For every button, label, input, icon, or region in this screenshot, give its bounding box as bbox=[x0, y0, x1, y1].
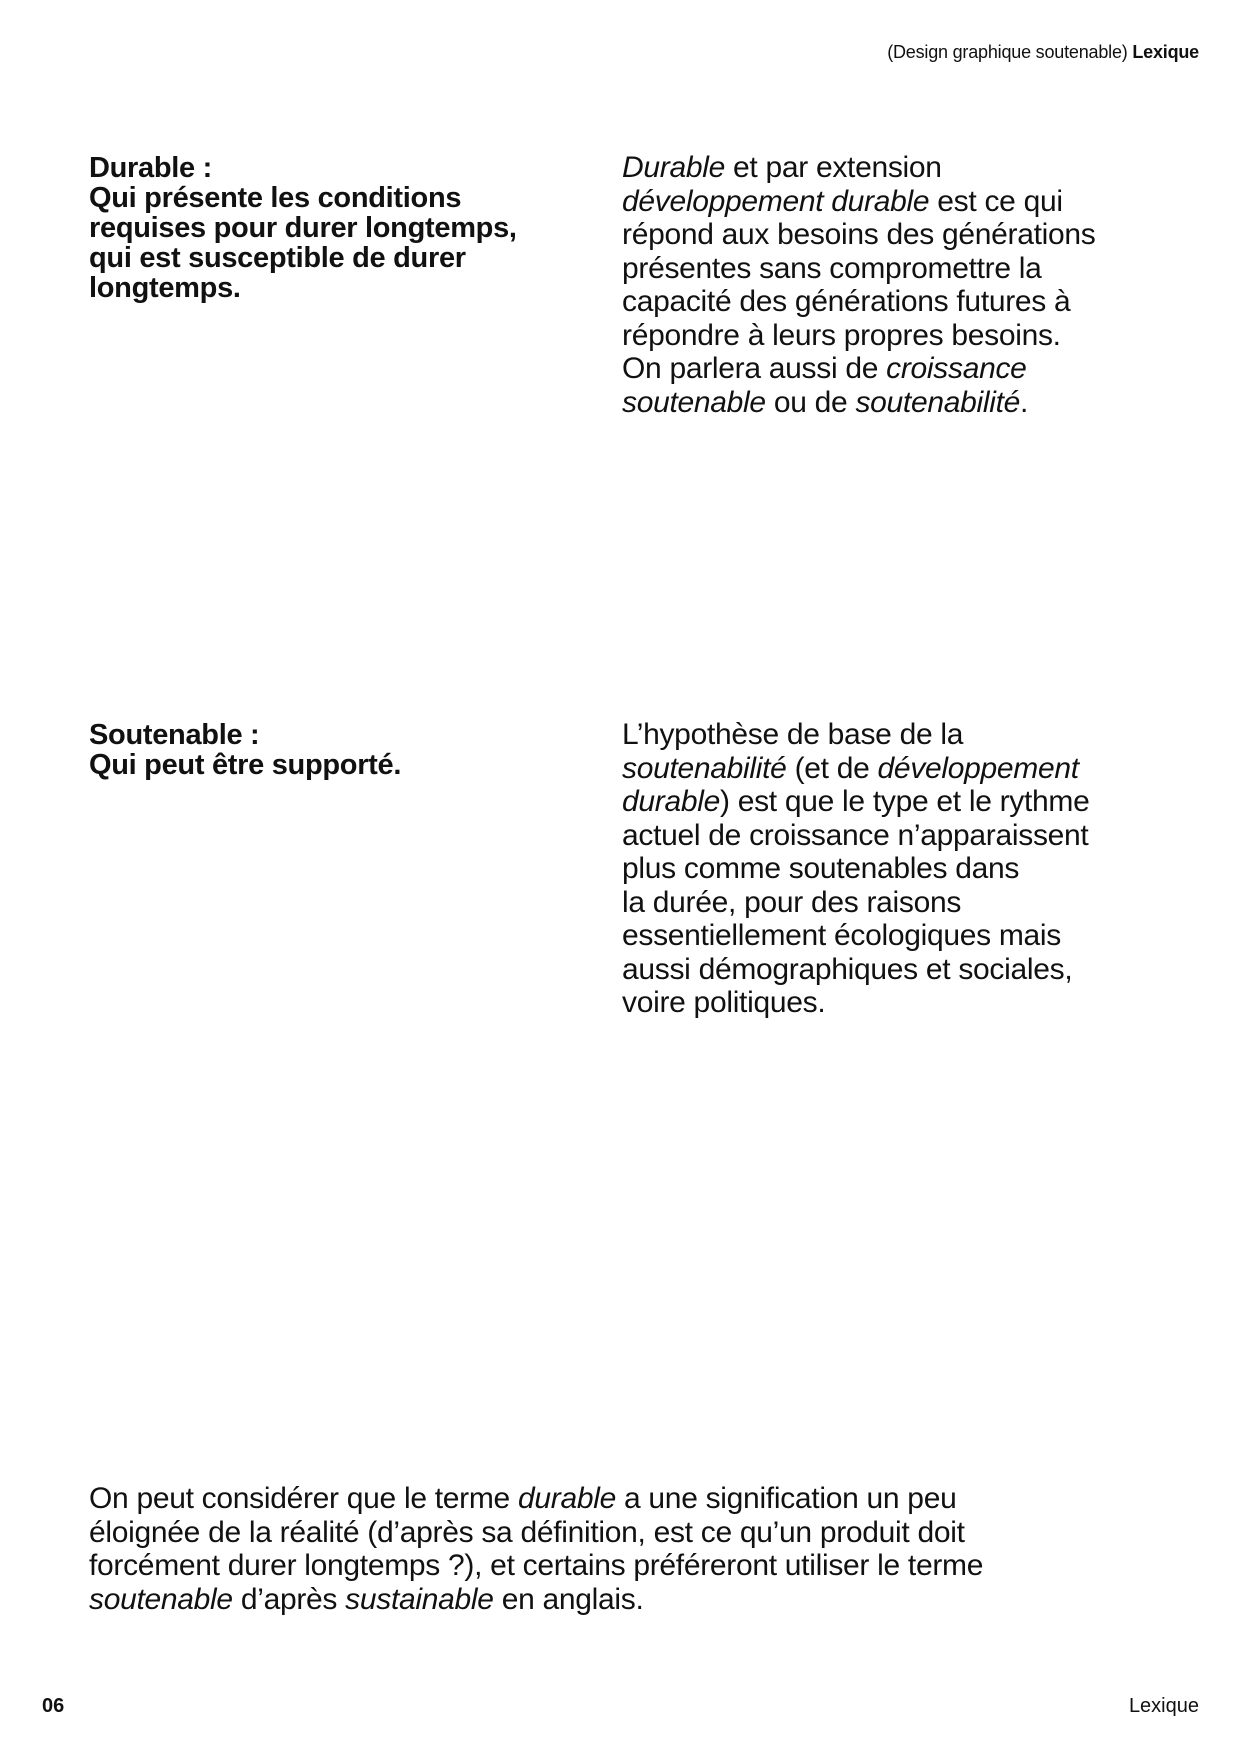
text-run: ) est que le type et le rythme bbox=[719, 785, 1090, 818]
italic-text: croissance bbox=[886, 352, 1027, 385]
text-line bbox=[622, 953, 1182, 987]
footer-label: Lexique bbox=[1128, 1695, 1199, 1717]
term-durable bbox=[89, 153, 589, 303]
text-line bbox=[622, 819, 1182, 853]
term-line: Qui présente les conditions bbox=[89, 182, 462, 214]
term-line: qui est susceptible de durer bbox=[89, 242, 466, 274]
italic-text: durable bbox=[517, 1482, 616, 1515]
header-chapter: Lexique bbox=[1132, 42, 1199, 62]
text-line bbox=[89, 1482, 1169, 1516]
text-run: éloignée de la réalité (d’après sa définition, est ce qu’un produit doit bbox=[89, 1515, 965, 1549]
text-line bbox=[89, 1583, 1169, 1617]
italic-text: soutenabilité bbox=[855, 385, 1021, 419]
italic-text: soutenable bbox=[622, 385, 766, 419]
text-run: voire politiques. bbox=[622, 986, 826, 1019]
italic-text: développement bbox=[877, 751, 1079, 785]
text-line bbox=[622, 718, 1182, 752]
text-run: et par extension bbox=[724, 151, 942, 184]
text-line bbox=[622, 752, 1182, 786]
text-line bbox=[622, 785, 1182, 819]
text-run: actuel de croissance n’apparaissent bbox=[622, 818, 1089, 852]
italic-text: développement durable bbox=[622, 184, 930, 218]
definition-soutenable bbox=[622, 718, 1182, 1020]
text-run: forcément durer longtemps ?), et certains préféreront utiliser le terme bbox=[89, 1549, 984, 1582]
text-run: ou de bbox=[765, 385, 856, 419]
text-run: essentiellement écologiques mais bbox=[622, 919, 1061, 952]
text-line bbox=[622, 352, 1182, 386]
text-run: . bbox=[1020, 385, 1029, 419]
text-line bbox=[89, 1549, 1169, 1583]
term-soutenable bbox=[89, 720, 589, 780]
text-run: On peut considérer que le terme bbox=[89, 1482, 518, 1515]
italic-text: soutenable bbox=[89, 1582, 233, 1616]
text-run: a une signification un peu bbox=[615, 1482, 957, 1515]
text-run: en anglais. bbox=[493, 1582, 644, 1616]
text-run: plus comme soutenables dans bbox=[622, 852, 1020, 885]
text-line bbox=[622, 218, 1182, 252]
text-line bbox=[622, 886, 1182, 920]
text-line bbox=[622, 252, 1182, 286]
closing-paragraph bbox=[89, 1482, 1169, 1616]
text-run: L’hypothèse de base de la bbox=[622, 718, 964, 751]
text-run: répondre à leurs propres besoins. bbox=[622, 318, 1061, 352]
term-title: Durable : bbox=[89, 152, 212, 184]
text-run: capacité des générations futures à bbox=[622, 285, 1071, 318]
text-run: (et de bbox=[786, 751, 878, 785]
text-line bbox=[622, 151, 1182, 185]
text-line bbox=[622, 319, 1182, 353]
term-line: requises pour durer longtemps, bbox=[89, 212, 517, 244]
text-line bbox=[622, 386, 1182, 420]
text-run: aussi démographiques et sociales, bbox=[622, 952, 1073, 986]
text-line bbox=[622, 852, 1182, 886]
text-run: On parlera aussi de bbox=[622, 352, 887, 385]
header-section: (Design graphique soutenable) bbox=[887, 42, 1128, 62]
text-run: est ce qui bbox=[929, 184, 1063, 218]
text-line bbox=[622, 986, 1182, 1020]
italic-text: Durable bbox=[622, 151, 725, 184]
running-header bbox=[887, 40, 1199, 64]
text-line bbox=[622, 919, 1182, 953]
text-run: d’après bbox=[232, 1582, 346, 1616]
italic-text: sustainable bbox=[345, 1582, 494, 1616]
text-line bbox=[622, 185, 1182, 219]
text-line bbox=[622, 285, 1182, 319]
term-title: Soutenable : bbox=[89, 719, 260, 751]
text-line bbox=[89, 1516, 1169, 1550]
term-line: Qui peut être supporté. bbox=[89, 749, 402, 781]
italic-text: durable bbox=[622, 785, 720, 818]
definition-durable bbox=[622, 151, 1182, 419]
text-run: présentes sans compromettre la bbox=[622, 251, 1042, 285]
text-run: la durée, pour des raisons bbox=[622, 885, 962, 919]
text-run: répond aux besoins des générations bbox=[622, 218, 1096, 251]
term-line: longtemps. bbox=[89, 272, 241, 304]
italic-text: soutenabilité bbox=[622, 751, 787, 785]
